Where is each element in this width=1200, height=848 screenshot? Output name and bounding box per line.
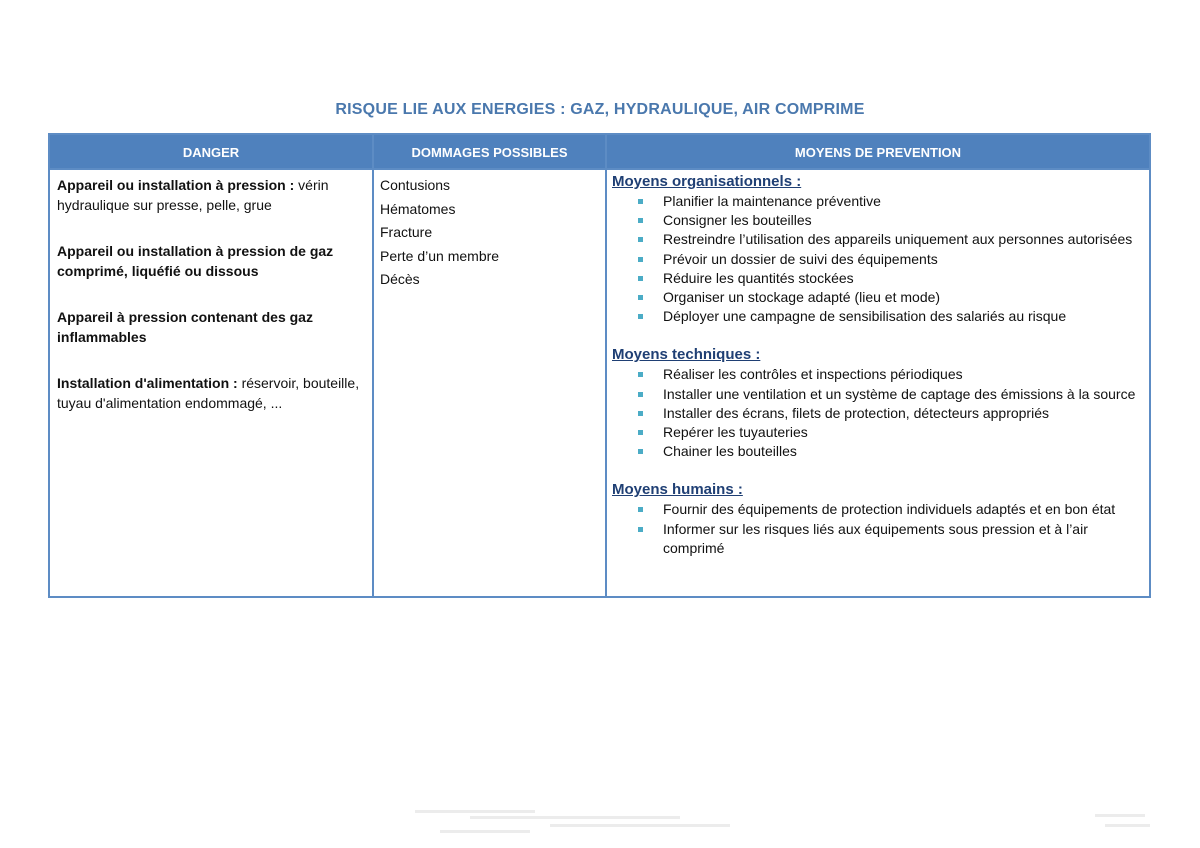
bullet-icon (638, 199, 643, 204)
bullet-icon (638, 218, 643, 223)
bullet-icon (638, 237, 643, 242)
page-title: RISQUE LIE AUX ENERGIES : GAZ, HYDRAULIQUE, AIR COMPRIME (335, 101, 865, 118)
section-title: Moyens organisationnels : (612, 173, 802, 190)
footer-artifact (410, 806, 740, 836)
section-humains (612, 480, 1144, 558)
bullet-icon (638, 392, 643, 397)
dommage-item: Hématomes (380, 200, 456, 217)
section-techniques (612, 345, 1144, 461)
moyens-column (612, 172, 1144, 577)
section-title: Moyens techniques : (612, 346, 761, 364)
bullet-icon (638, 257, 643, 262)
bullet-icon (638, 430, 643, 435)
list-item: Fournir des équipements de protection individuels adaptés et en bon état (612, 500, 1144, 519)
list-item: Prévoir un dossier de suivi des équipements (612, 250, 1144, 269)
header-moyens: MOYENS DE PREVENTION (794, 145, 962, 160)
header-dommages: DOMMAGES POSSIBLES (411, 145, 568, 160)
list-item: Restreindre l’utilisation des appareils uniquement aux personnes autorisées (612, 230, 1144, 249)
column-divider (372, 135, 374, 596)
list-item: Repérer les tuyauteries (612, 423, 1144, 442)
list-item: Installer des écrans, filets de protection, détecteurs appropriés (612, 404, 1144, 423)
list-item: Informer sur les risques liés aux équipements sous pression et à l’air comprimé (612, 520, 1144, 558)
bullet-icon (638, 314, 643, 319)
list-item: Installer une ventilation et un système de captage des émissions à la source (612, 385, 1144, 404)
danger-column (57, 176, 362, 440)
dommages-column (380, 174, 600, 292)
list-item: Organiser un stockage adapté (lieu et mode) (612, 288, 1144, 307)
dommage-item: Perte d’un membre (380, 247, 500, 264)
danger-item: Installation d'alimentation : réservoir, bouteille, tuyau d'alimentation endommagé, ... (57, 375, 360, 411)
bullet-icon (638, 449, 643, 454)
column-divider (605, 135, 607, 596)
table-header (50, 135, 1149, 170)
dommage-item: Contusions (380, 177, 451, 193)
header-danger: DANGER (182, 145, 240, 160)
dommage-item: Fracture (380, 224, 433, 240)
danger-item: Appareil à pression contenant des gaz inflammables (57, 309, 313, 345)
list-item: Chainer les bouteilles (612, 442, 1144, 461)
bullet-icon (638, 372, 643, 377)
list-item: Consigner les bouteilles (612, 211, 1144, 230)
bullet-icon (638, 507, 643, 512)
list-item: Planifier la maintenance préventive (612, 192, 1144, 211)
bullet-icon (638, 411, 643, 416)
risk-table (48, 133, 1151, 598)
dommage-item: Décès (380, 271, 420, 287)
list-item: Déployer une campagne de sensibilisation des salariés au risque (612, 307, 1144, 326)
bullet-icon (638, 295, 643, 300)
bullet-icon (638, 276, 643, 281)
list-item: Réduire les quantités stockées (612, 269, 1144, 288)
footer-artifact (1095, 806, 1155, 836)
danger-item: Appareil ou installation à pression de gaz comprimé, liquéfié ou dissous (57, 243, 334, 279)
danger-item: Appareil ou installation à pression : vérin hydraulique sur presse, pelle, grue (57, 177, 329, 213)
section-title: Moyens humains : (612, 481, 743, 499)
bullet-icon (638, 527, 643, 532)
list-item: Réaliser les contrôles et inspections périodiques (612, 365, 1144, 384)
section-organisationnels (612, 172, 1144, 326)
